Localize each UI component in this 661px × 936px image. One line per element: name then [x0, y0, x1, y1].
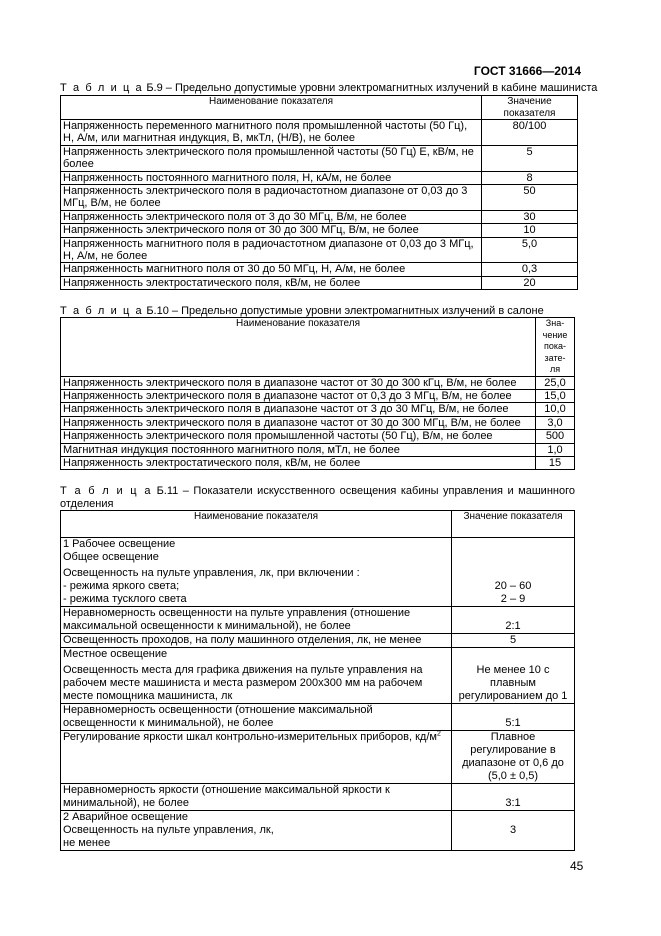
row-text: - режима тусклого света	[63, 593, 187, 605]
table-row	[61, 224, 578, 237]
row-name: Напряженность электрического поля в диапазоне частот от 30 до 300 кГц, В/м, не более	[61, 376, 536, 389]
row-name: Неравномерность освещенности на пульте управления (отношение максимальной освещенности к минимальной), не более	[61, 607, 452, 634]
table-row	[61, 731, 575, 784]
table-row	[61, 634, 575, 648]
table-row	[61, 145, 578, 171]
column-header-value: Значение показателя	[482, 96, 578, 120]
row-name	[61, 538, 452, 607]
table-b11	[60, 510, 575, 851]
table-row	[61, 538, 575, 607]
superscript: 2	[436, 730, 441, 738]
row-value: 500	[536, 430, 575, 443]
row-value: 5	[452, 634, 575, 648]
header-line: пока-	[543, 341, 567, 351]
table-row	[61, 403, 575, 416]
value-line: 20 – 60	[494, 580, 532, 592]
table-row	[61, 120, 578, 146]
row-value: Плавное регулирование в диапазоне от 0,6 до (5,0 ± 0,5)	[452, 731, 575, 784]
header-line: чение	[542, 329, 568, 340]
row-value: 15	[536, 456, 575, 469]
row-name	[61, 648, 452, 704]
table-row	[61, 607, 575, 634]
table-b9-caption-text: Б.9 – Предельно допустимые уровни электромагнитных излучений в кабине машиниста	[146, 82, 598, 94]
row-value: 1,0	[536, 443, 575, 456]
row-value: 20	[482, 276, 578, 289]
table-b9-caption	[60, 82, 597, 95]
table-header-row	[61, 511, 575, 538]
row-text: не менее	[63, 837, 111, 849]
row-value: 0,3	[482, 263, 578, 276]
table-row	[61, 443, 575, 456]
row-name: Неравномерность освещенности (отношение максимальной освещенности к минимальной), не более	[61, 704, 452, 731]
row-text: Освещенность на пульте управления, лк, при включении :	[63, 567, 360, 579]
table-b9	[60, 95, 578, 290]
row-name: Напряженность электрического поля промышленной частоты (50 Гц), В/м, не более	[61, 430, 536, 443]
row-value: 2:1	[452, 607, 575, 634]
row-name: Неравномерность яркости (отношение максимальной яркости к минимальной), не более	[61, 784, 452, 811]
standard-number: ГОСТ 31666—2014	[473, 64, 581, 78]
row-text: Освещенность на пульте управления, лк,	[63, 824, 274, 836]
subsection-title: Общее освещение	[63, 551, 159, 563]
row-name: Напряженность электростатического поля, кВ/м, не более	[61, 276, 482, 289]
row-name: Напряженность электрического поля в радиочастотном диапазоне от 0,03 до 3 МГц, В/м, не более	[61, 185, 482, 211]
row-value: 3:1	[452, 784, 575, 811]
table-row	[61, 416, 575, 429]
column-header-value: Значение показателя	[452, 511, 575, 538]
column-header-value	[536, 318, 575, 377]
table-b11-caption-text: Б.11 – Показатели искусственного освещения кабины управления и машинного отделения	[60, 485, 575, 510]
row-value	[452, 538, 575, 607]
row-name: Освещенность проходов, на полу машинного отделения, лк, не менее	[61, 634, 452, 648]
row-name: Напряженность электрического поля в диапазоне частот от 0,3 до 3 МГц, В/м, не более	[61, 389, 536, 402]
table-b11-caption	[60, 485, 575, 511]
table-row	[61, 171, 578, 184]
table-header-row	[61, 96, 578, 120]
row-name: Напряженность электростатического поля, кВ/м, не более	[61, 456, 536, 469]
column-header-name: Наименование показателя	[61, 318, 536, 377]
table-row	[61, 648, 575, 704]
row-name: Напряженность электрического поля промышленной частоты (50 Гц) E, кВ/м, не более	[61, 145, 482, 171]
table-row	[61, 704, 575, 731]
row-value: 25,0	[536, 376, 575, 389]
page-number: 45	[570, 859, 584, 873]
value-line: 2 – 9	[500, 593, 526, 605]
table-row	[61, 210, 578, 223]
row-value: 8	[482, 171, 578, 184]
header-line: зате-	[544, 352, 566, 363]
section-title: 1 Рабочее освещение	[63, 538, 176, 550]
table-b10	[60, 317, 575, 470]
row-value: 50	[482, 185, 578, 211]
table-row	[61, 237, 578, 263]
table-label: Т а б л и ц а	[60, 82, 144, 94]
row-value: 5,0	[482, 237, 578, 263]
header-line: ля	[549, 364, 561, 374]
row-value: 30	[482, 210, 578, 223]
row-name: Напряженность электрического поля от 3 до 30 МГц, В/м, не более	[61, 210, 482, 223]
header-line: Зна-	[545, 318, 565, 328]
table-row	[61, 276, 578, 289]
row-value: 10,0	[536, 403, 575, 416]
row-text: - режима яркого света;	[63, 580, 180, 592]
column-header-name: Наименование показателя	[61, 511, 452, 538]
row-text: Освещенность места для графика движения на пульте управления на рабочем месте машиниста и места размером 200х300 мм на рабочем месте помощника машиниста, лк	[63, 664, 423, 702]
row-name	[61, 811, 452, 851]
row-name: Магнитная индукция постоянного магнитного поля, мТл, не более	[61, 443, 536, 456]
table-row	[61, 389, 575, 402]
row-name: Напряженность постоянного магнитного поля, Н, кА/м, не более	[61, 171, 482, 184]
row-value: 5	[482, 145, 578, 171]
row-value: 80/100	[482, 120, 578, 146]
row-name	[61, 731, 452, 784]
row-value: 5:1	[452, 704, 575, 731]
row-name: Напряженность электрического поля в диапазоне частот от 3 до 30 МГц, В/м, не более	[61, 403, 536, 416]
row-name: Напряженность магнитного поля в радиочастотном диапазоне от 0,03 до 3 МГц, Н, А/м, не более	[61, 237, 482, 263]
table-header-row	[61, 318, 575, 377]
table-row	[61, 430, 575, 443]
table-row	[61, 784, 575, 811]
table-label: Т а б л и ц а	[60, 305, 144, 317]
row-value: Не менее 10 с плавным регулированием до 1	[452, 648, 575, 704]
table-row	[61, 376, 575, 389]
row-value: 15,0	[536, 389, 575, 402]
section-title: 2 Аварийное освещение	[63, 811, 188, 823]
row-value: 10	[482, 224, 578, 237]
subsection-title: Местное освещение	[63, 648, 168, 660]
table-row	[61, 263, 578, 276]
column-header-name: Наименование показателя	[61, 96, 482, 120]
table-label: Т а б л и ц а	[60, 485, 153, 497]
table-row	[61, 185, 578, 211]
table-row	[61, 456, 575, 469]
row-name: Напряженность электрического поля от 30 до 300 МГц, В/м, не более	[61, 224, 482, 237]
row-name: Напряженность переменного магнитного поля промышленной частоты (50 Гц), Н, А/м, или магнитная индукция, В, мкТл, (Н/В), не более	[61, 120, 482, 146]
row-text: Регулирование яркости шкал контрольно-измерительных приборов, кд/м	[63, 731, 437, 743]
table-b10-caption-text: Б.10 – Предельно допустимые уровни электромагнитных излучений в салоне	[146, 305, 544, 317]
row-value: 3,0	[536, 416, 575, 429]
row-value: 3	[452, 811, 575, 851]
row-name: Напряженность электрического поля в диапазоне частот от 30 до 300 МГц, В/м, не более	[61, 416, 536, 429]
table-row	[61, 811, 575, 851]
row-name: Напряженность магнитного поля от 30 до 50 МГц, Н, А/м, не более	[61, 263, 482, 276]
